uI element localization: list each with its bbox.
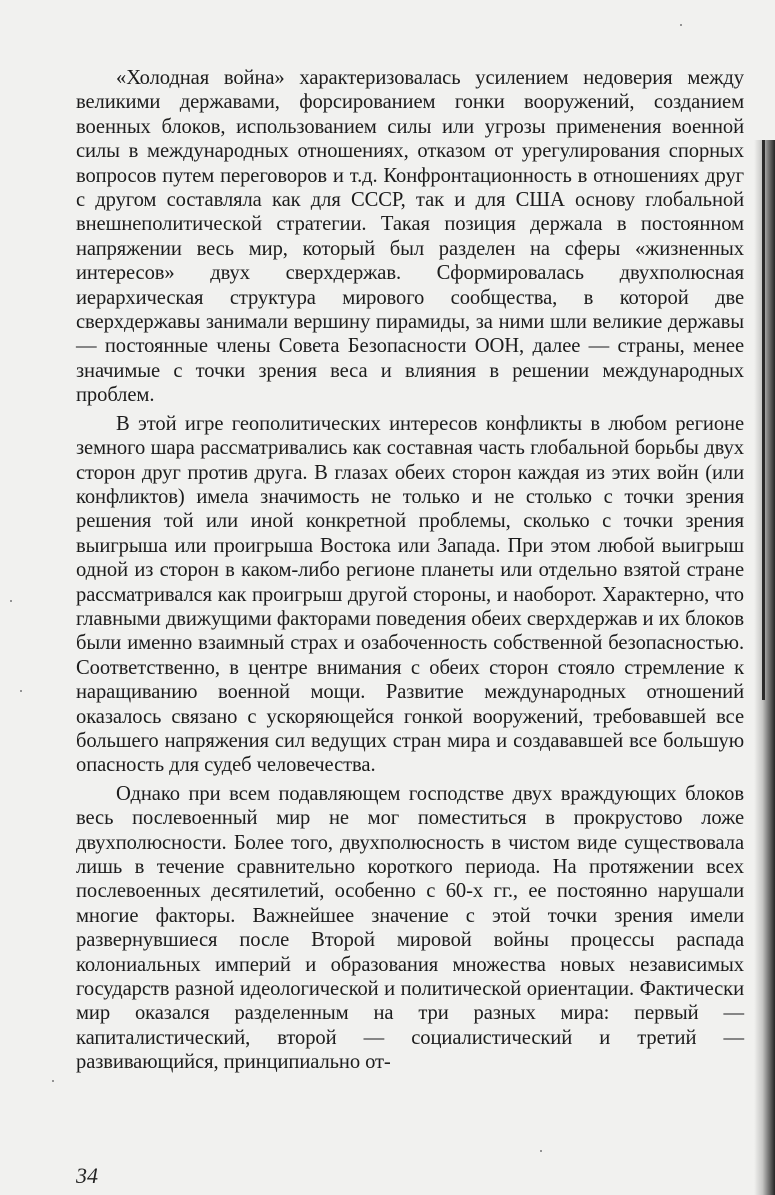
paragraph-1: «Холодная война» характеризовалась усилением недоверия между великими державами, форсированием гонки вооружений, созданием военных блоков, использованием силы или угрозы применения военной силы в международных отношениях, отказом от урегулирования спорных вопросов путем переговоров и т.д. Конфронтационность в отношениях друг с другом составляла как для СССР, так и для США основу глобальной внешнеполитической стратегии. Такая позиция держала в постоянном напряжении весь мир, который был разделен на сферы «жизненных интересов» двух сверхдержав. Сформировалась двухполюсная иерархическая структура мирового сообщества, в которой две сверхдержавы занимали вершину пирамиды, за ними шли великие державы — постоянные члены Совета Безопасности ООН, далее — страны, менее значимые с точки зрения веса и влияния в решении международных проблем.: [76, 67, 744, 407]
scan-speck: [52, 1080, 54, 1082]
binding-line: [762, 140, 765, 700]
scan-speck: [20, 690, 22, 692]
paragraph-3: Однако при всем подавляющем господстве двух враждующих блоков весь послевоенный мир не мог поместиться в прокрустово ложе двухполюсности. Более того, двухполюсность в чистом виде существовала лишь в течение сравнительно короткого периода. На протяжении всех послевоенных десятилетий, особенно с 60-х гг., ее постоянно нарушали многие факторы. Важнейшее значение с этой точки зрения имели развернувшиеся после Второй мировой войны процессы распада колониальных империй и образования множества новых независимых государств разной идеологической и политической ориентации. Фактически мир оказался разделенным на три разных мира: первый — капиталистический, второй — социалистический и третий — развивающийся, принципиально от-: [76, 782, 744, 1074]
page-number: 34: [76, 1163, 98, 1188]
scan-speck: [540, 1150, 542, 1152]
scan-speck: [680, 24, 682, 26]
body-text: [76, 66, 744, 1079]
paragraph-2: В этой игре геополитических интересов конфликты в любом регионе земного шара рассматривались как составная часть глобальной борьбы двух сторон друг против друга. В глазах обеих сторон каждая из этих войн (или конфликтов) имела значимость не только и не столько с точки зрения решения той или иной конкретной проблемы, сколько с точки зрения выигрыша или проигрыша Востока или Запада. При этом любой выигрыш одной из сторон в каком-либо регионе планеты или отдельно взятой стране рассматривался как проигрыш другой стороны, и наоборот. Характерно, что главными движущими факторами поведения обеих сверхдержав и их блоков были именно взаимный страх и озабоченность собственной безопасностью. Соответственно, в центре внимания с обеих сторон стояло стремление к наращиванию военной мощи. Развитие международных отношений оказалось связано с ускоряющейся гонкой вооружений, требовавшей все большего напряжения сил ведущих стран мира и создававшей все большую опасность для судеб человечества.: [76, 412, 744, 777]
scan-speck: [10, 600, 12, 602]
